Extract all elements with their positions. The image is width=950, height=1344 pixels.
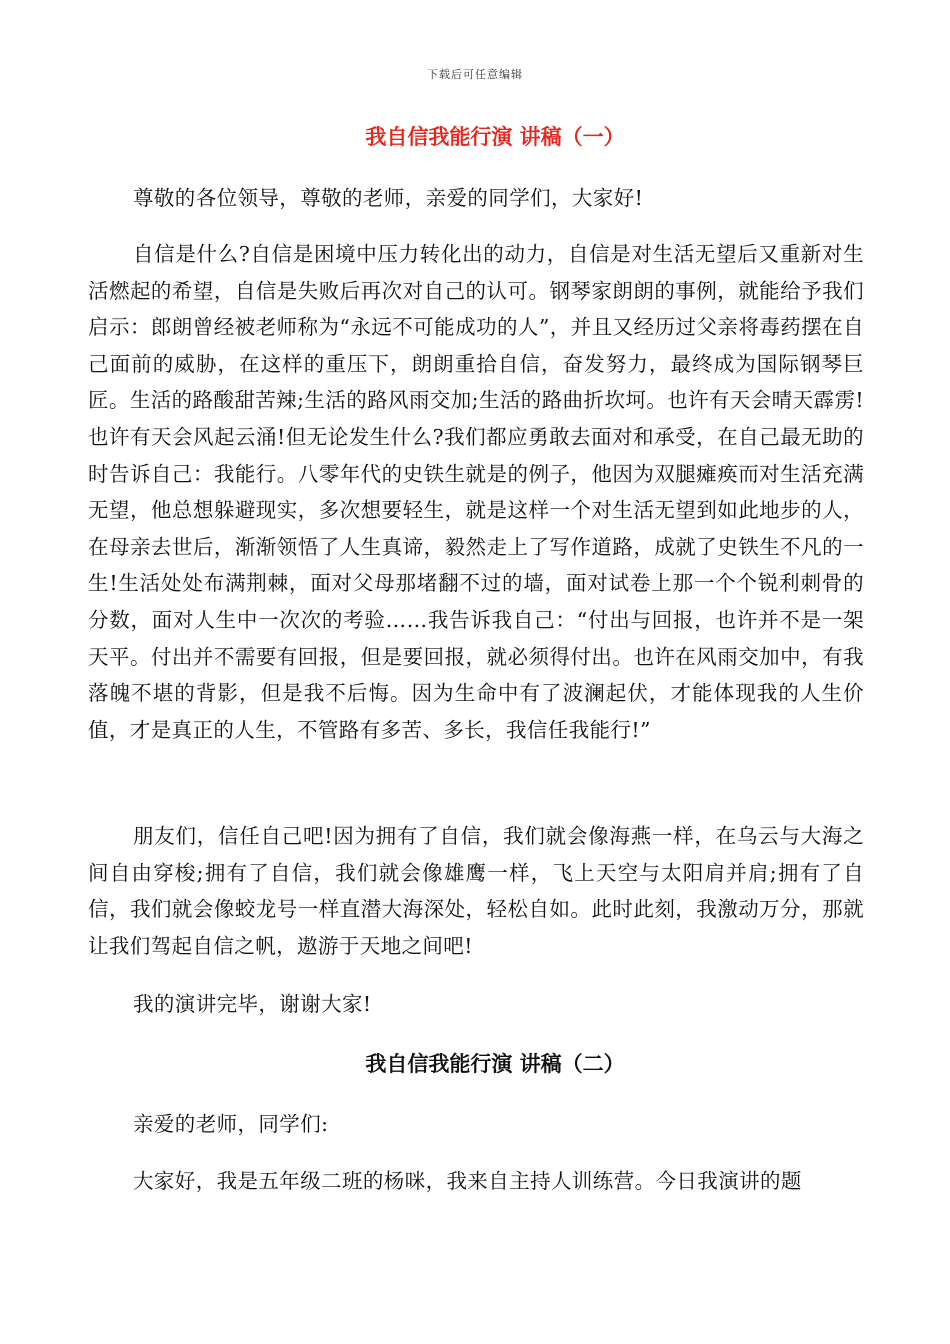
section1-friends-paragraph: 朋友们，信任自己吧!因为拥有了自信，我们就会像海燕一样，在乌云与大海之间自由穿梭;拥有了自信，我们就会像雄鹰一样，飞上天空与太阳肩并肩;拥有了自信，我们就会像蛟龙号一样直潜大海深处，轻松自如。此时此刻，我激动万分，那就让我们驾起自信之帆，遨游于天地之间吧! (88, 824, 864, 958)
section1-body: 自信是什么?自信是困境中压力转化出的动力，自信是对生活无望后又重新对生活燃起的希望，自信是失败后再次对自己的认可。钢琴家朗朗的事例，就能给予我们启示：郎朗曾经被老师称为“永远不可能成功的人”，并且又经历过父亲将毒药摆在自己面前的威胁，在这样的重压下，朗朗重拾自信，奋发努力，最终成为国际钢琴巨匠。生活的路酸甜苦辣;生活的路风雨交加;生活的路曲折坎坷。也许有天会晴天霹雳!也许有天会风起云涌!但无论发生什么?我们都应勇敢去面对和承受，在自己最无助的时告诉自己：我能行。八零年代的史铁生就是的例子，他因为双腿瘫痪而对生活充满无望，他总想躲避现实，多次想要轻生，就是这样一个对生活无望到如此地步的人，在母亲去世后，渐渐领悟了人生真谛，毅然走上了写作道路，成就了史铁生不凡的一生!生活处处布满荆棘，面对父母那堵翻不过的墙，面对试卷上那一个个锐利刺骨的分数，面对人生中一次次的考验……我告诉我自己：“付出与回报，也许并不是一架天平。付出并不需要有回报，但是要回报，就必须得付出。也许在风雨交加中，有我落魄不堪的背影，但是我不后悔。因为生命中有了波澜起伏，才能体现我的人生价值，才是真正的人生，不管路有多苦、多长，我信任我能行!” (88, 242, 864, 742)
section1-title: 我自信我能行演 讲稿（一） (365, 124, 625, 149)
header-note: 下载后可任意编辑 (427, 68, 523, 81)
section2-title: 我自信我能行演 讲稿（二） (365, 1051, 625, 1076)
section1-closing: 我的演讲完毕，谢谢大家! (133, 992, 372, 1016)
section1-greeting: 尊敬的各位领导，尊敬的老师，亲爱的同学们，大家好! (133, 186, 644, 210)
section2-greeting: 亲爱的老师，同学们: (133, 1112, 329, 1136)
section2-intro: 大家好，我是五年级二班的杨咪，我来自主持人训练营。今日我演讲的题 (133, 1169, 802, 1193)
